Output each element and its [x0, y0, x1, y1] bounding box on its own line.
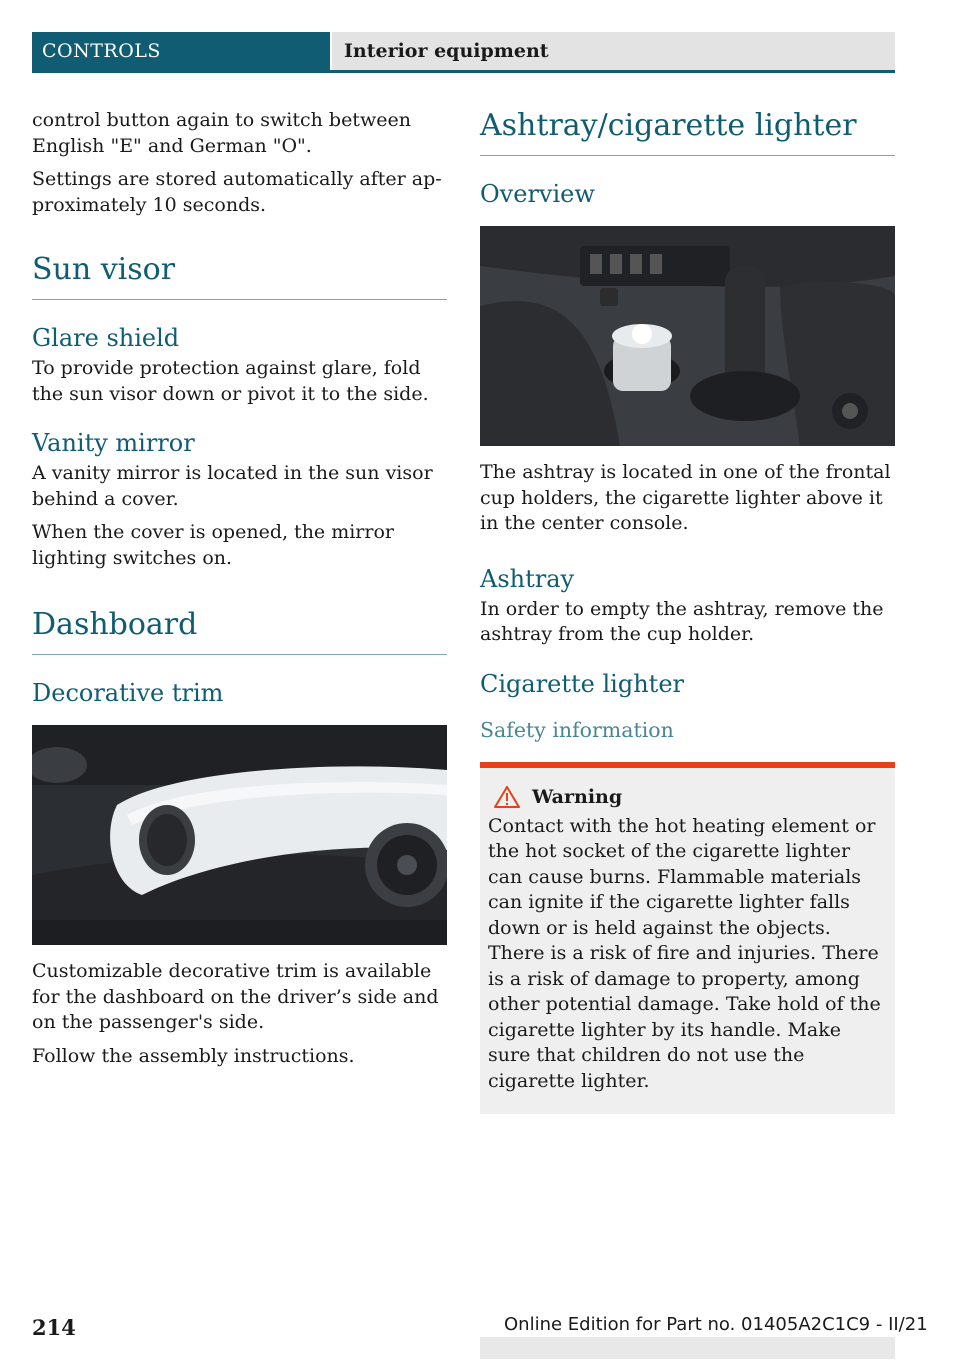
warning-text: Contact with the hot heating element or the hot socket of the cigarette lighter can cause burns. Flammable materials can ignite if the cigarette lighter falls down or is held against the objects. There is a risk of fire and injuries. There is a risk of damage to property, among other potential damage. Take hold of the cigarette lighter by its handle. Make sure that children do not use the cigarette lighter.	[488, 814, 881, 1092]
page-number: 214	[32, 1315, 76, 1340]
header-rule	[32, 70, 895, 73]
ashtray-heading: Ashtray	[480, 564, 575, 593]
vanity-mirror-text-1: A vanity mirror is located in the sun visor behind a cover.	[32, 462, 433, 510]
intro-paragraph-2: Settings are stored automatically after approximately 10 seconds.	[32, 168, 442, 216]
warning-header	[488, 786, 887, 808]
ashtray-text: In order to empty the ashtray, remove the ashtray from the cup holder.	[480, 597, 884, 645]
edition-label: Online Edition for Part no. 01405A2C1C9 - II/21	[504, 1314, 928, 1335]
footer-bar	[480, 1337, 895, 1359]
vanity-mirror-heading: Vanity mirror	[32, 429, 195, 457]
ashtray-illustration	[480, 226, 895, 446]
overview-heading: Overview	[480, 180, 595, 208]
chapter-label: Interior equipment	[332, 32, 895, 70]
glare-shield-text: To provide protection against glare, fold the sun visor down or pivot it to the side.	[32, 357, 429, 405]
overview-text: The ashtray is located in one of the frontal cup holders, the cigarette lighter above it in the center console.	[480, 461, 891, 534]
warning-box	[480, 762, 895, 1115]
ashtray-photo	[480, 226, 895, 446]
vanity-mirror-text-2: When the cover is opened, the mirror lighting switches on.	[32, 521, 394, 569]
safety-information-heading: Safety information	[480, 717, 674, 742]
dashboard-heading: Dashboard	[32, 607, 447, 655]
glare-shield-heading: Glare shield	[32, 324, 180, 352]
page-header	[32, 32, 895, 70]
dashboard-trim-photo	[32, 725, 447, 945]
ashtray-lighter-heading: Ashtray/cigarette lighter	[480, 108, 895, 156]
decorative-trim-text-2: Follow the assembly instructions.	[32, 1044, 355, 1067]
sun-visor-heading: Sun visor	[32, 252, 447, 300]
warning-title: Warning	[532, 785, 623, 808]
intro-paragraph-1: control button again to switch between English "E" and German "O".	[32, 109, 411, 157]
cigarette-lighter-heading: Cigarette lighter	[480, 669, 684, 698]
section-label: CONTROLS	[32, 32, 330, 70]
warning-triangle-icon	[494, 786, 520, 808]
left-column	[32, 108, 447, 1077]
decorative-trim-text-1: Customizable decorative trim is available for the dashboard on the driver’s side and on the passenger's side.	[32, 960, 439, 1033]
decorative-trim-heading: Decorative trim	[32, 679, 224, 707]
right-column	[480, 108, 895, 1114]
dashboard-trim-illustration	[32, 725, 447, 945]
